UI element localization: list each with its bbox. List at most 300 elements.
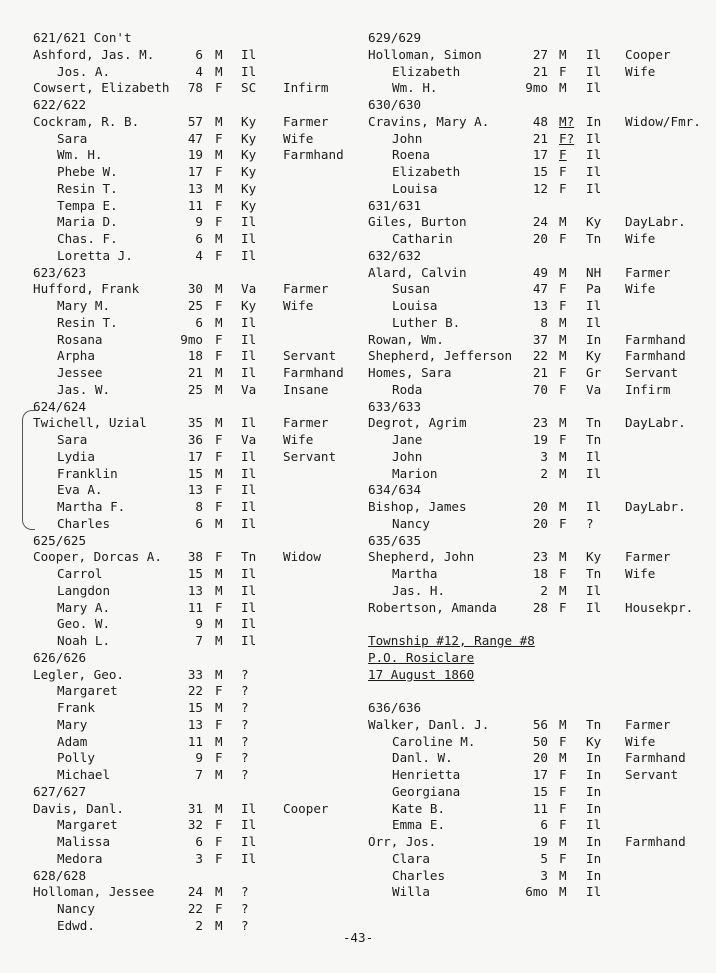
person-sex: F	[559, 566, 567, 581]
person-age: 12	[532, 180, 548, 196]
occupation: Wife	[625, 566, 656, 581]
birthplace: Il	[241, 448, 257, 464]
person-row	[368, 298, 713, 315]
person-age: 3	[195, 850, 203, 866]
person-name: Jos. A.	[57, 63, 111, 79]
person-age: 27	[532, 46, 548, 62]
person-name: Noah L.	[57, 633, 111, 648]
person-sex: M	[559, 331, 567, 347]
person-sex: M	[215, 314, 223, 330]
person-sex: F	[215, 331, 223, 347]
birthplace: Va	[241, 381, 257, 397]
household-number-row	[368, 399, 713, 416]
birthplace: Gr	[586, 365, 602, 380]
person-sex: F	[559, 850, 567, 866]
household-number-row	[368, 97, 713, 114]
person-row	[33, 767, 378, 784]
birthplace: Il	[586, 298, 602, 313]
person-name: Geo. W.	[57, 616, 111, 632]
person-sex: F	[559, 800, 567, 816]
person-sex: M	[559, 46, 567, 62]
birthplace: Il	[241, 365, 257, 380]
household-number: 634/634	[368, 482, 422, 498]
occupation: Farmhand	[625, 331, 686, 347]
person-name: Ashford, Jas. M.	[33, 46, 155, 62]
person-name: Marion	[392, 465, 438, 481]
person-sex: F	[215, 817, 223, 833]
occupation: Wife	[625, 63, 656, 79]
person-name: Nancy	[57, 901, 95, 916]
person-row	[33, 281, 378, 298]
person-age: 13	[187, 582, 203, 598]
occupation: Wife	[625, 733, 656, 749]
person-sex: F	[215, 247, 223, 263]
person-name: Wm. H.	[57, 147, 103, 163]
person-name: Cockram, R. B.	[33, 113, 140, 129]
person-sex: F	[215, 348, 223, 364]
person-name: Orr, Jos.	[368, 834, 437, 849]
person-age: 21	[187, 365, 203, 380]
person-age: 47	[532, 281, 548, 297]
person-row	[33, 901, 378, 918]
person-name: Loretta J.	[57, 247, 133, 263]
person-age: 15	[532, 164, 548, 179]
person-name: Robertson, Amanda	[368, 599, 497, 615]
person-row	[368, 332, 713, 349]
person-name: Cooper, Dorcas A.	[33, 549, 162, 565]
birthplace: Il	[241, 415, 257, 431]
person-row	[33, 432, 378, 449]
person-sex: F	[215, 599, 223, 615]
person-row	[368, 583, 713, 600]
person-sex: M	[215, 666, 223, 682]
person-name: Georgiana	[392, 783, 461, 799]
occupation: Widow	[283, 549, 321, 565]
birthplace: Il	[241, 834, 257, 849]
person-sex: M	[215, 767, 223, 782]
occupation: Housekpr.	[625, 599, 694, 615]
person-sex: M	[559, 834, 567, 849]
person-sex: F	[559, 298, 567, 313]
person-row	[368, 566, 713, 583]
birthplace: Il	[586, 314, 602, 330]
birthplace: Ky	[241, 113, 257, 129]
person-age: 24	[187, 884, 203, 900]
person-name: Twichell, Uzial	[33, 415, 147, 431]
person-age: 15	[187, 566, 203, 581]
person-sex: M	[559, 264, 567, 280]
person-age: 21	[532, 63, 548, 79]
person-row	[33, 147, 378, 164]
person-age: 13	[187, 716, 203, 732]
person-age: 4	[195, 63, 203, 79]
section-heading-row	[368, 650, 713, 667]
person-sex: M	[559, 549, 567, 565]
occupation: Farmer	[283, 113, 329, 129]
household-number: 627/627	[33, 783, 87, 799]
person-age: 15	[187, 465, 203, 481]
household-number: 633/633	[368, 398, 422, 414]
birthplace: Tn	[586, 716, 602, 732]
birthplace: Il	[586, 63, 602, 79]
person-sex: F	[559, 783, 567, 799]
household-number: 623/623	[33, 264, 87, 280]
birthplace: Il	[241, 331, 257, 347]
person-name: Resin T.	[57, 180, 118, 196]
person-age: 18	[532, 566, 548, 581]
person-row	[368, 449, 713, 466]
person-sex: M	[215, 281, 223, 297]
person-name: Holloman, Simon	[368, 46, 482, 62]
birthplace: Il	[586, 46, 602, 62]
person-name: Jas. H.	[392, 582, 446, 598]
section-heading-row	[368, 633, 713, 650]
household-number-row	[33, 97, 378, 114]
person-sex: F	[215, 716, 223, 732]
household-number: 632/632	[368, 247, 422, 263]
person-name: Danl. W.	[392, 750, 453, 766]
person-sex: F	[559, 515, 567, 531]
birthplace: Il	[241, 214, 257, 230]
person-row	[368, 348, 713, 365]
household-number-row	[368, 248, 713, 265]
person-name: Resin T.	[57, 314, 118, 330]
person-age: 8	[195, 499, 203, 514]
person-name: Caroline M.	[392, 733, 476, 749]
birthplace: In	[586, 331, 602, 347]
person-row	[33, 164, 378, 181]
person-sex: M	[215, 633, 223, 648]
person-sex: F	[559, 599, 567, 615]
person-age: 78	[187, 80, 203, 96]
person-name: Shepherd, Jefferson	[368, 348, 513, 364]
person-row	[368, 817, 713, 834]
person-age: 23	[532, 549, 548, 565]
person-name: Cravins, Mary A.	[368, 113, 490, 129]
person-age: 20	[532, 750, 548, 766]
person-age: 13	[187, 180, 203, 196]
person-name: Sara	[57, 130, 88, 146]
person-row	[33, 348, 378, 365]
person-sex: F	[559, 767, 567, 782]
birthplace: Il	[241, 566, 257, 581]
person-row	[33, 80, 378, 97]
person-sex: F	[559, 733, 567, 749]
person-row	[33, 734, 378, 751]
person-row	[368, 834, 713, 851]
person-row	[368, 549, 713, 566]
person-sex: F	[559, 180, 567, 196]
person-sex: F	[215, 850, 223, 866]
person-name: Emma E.	[392, 817, 446, 833]
person-row	[368, 784, 713, 801]
person-name: Margaret	[57, 817, 118, 833]
birthplace: Va	[241, 432, 257, 447]
blank-line	[368, 616, 713, 633]
birthplace: Ky	[241, 197, 257, 213]
occupation: Servant	[283, 348, 337, 364]
person-row	[33, 549, 378, 566]
birthplace: Il	[241, 515, 257, 531]
occupation: Infirm	[283, 80, 329, 96]
person-sex: F	[559, 231, 567, 246]
person-row	[33, 214, 378, 231]
person-name: Margaret	[57, 683, 118, 699]
household-number-row	[368, 533, 713, 550]
person-sex: F	[559, 63, 567, 79]
left-column	[33, 30, 378, 935]
person-sex: F	[559, 365, 567, 380]
occupation: Cooper	[283, 800, 329, 816]
birthplace: ?	[241, 767, 249, 782]
person-sex: M	[559, 867, 567, 883]
occupation: Farmhand	[283, 365, 344, 380]
person-row	[33, 482, 378, 499]
person-name: Hufford, Frank	[33, 281, 140, 297]
birthplace: Il	[241, 247, 257, 263]
person-name: Frank	[57, 700, 95, 715]
household-number-row	[33, 265, 378, 282]
person-sex: M	[215, 365, 223, 380]
person-row	[33, 466, 378, 483]
person-sex: F?	[559, 130, 575, 146]
birthplace: Il	[586, 599, 602, 615]
person-age: 23	[532, 415, 548, 431]
household-number: 624/624	[33, 398, 87, 414]
birthplace: Tn	[586, 231, 602, 246]
household-number-row	[33, 30, 378, 47]
household-number-row	[33, 868, 378, 885]
person-sex: M	[215, 884, 223, 900]
birthplace: ?	[241, 917, 249, 933]
birthplace: ?	[241, 901, 249, 916]
occupation: Farmhand	[625, 750, 686, 766]
birthplace: Ky	[241, 298, 257, 313]
person-age: 7	[195, 767, 203, 782]
birthplace: ?	[241, 666, 249, 682]
birthplace: Va	[241, 281, 257, 297]
birthplace: Ky	[241, 130, 257, 146]
person-row	[33, 717, 378, 734]
person-name: Davis, Danl.	[33, 800, 124, 816]
household-number-row	[368, 482, 713, 499]
person-sex: M	[559, 884, 567, 900]
occupation: Farmhand	[625, 348, 686, 364]
person-sex: M?	[559, 113, 575, 129]
person-row	[33, 114, 378, 131]
person-age: 15	[532, 783, 548, 799]
occupation: Wife	[625, 281, 656, 297]
person-age: 20	[532, 231, 548, 246]
person-age: 22	[187, 901, 203, 916]
occupation: Farmer	[625, 549, 671, 565]
person-sex: M	[215, 733, 223, 749]
person-row	[368, 415, 713, 432]
person-sex: F	[215, 482, 223, 498]
person-name: Mary A.	[57, 599, 111, 615]
person-name: John	[392, 448, 423, 464]
birthplace: Tn	[241, 549, 257, 565]
person-age: 49	[532, 264, 548, 280]
person-name: Sara	[57, 432, 88, 447]
person-age: 6	[195, 515, 203, 531]
birthplace: Va	[586, 381, 602, 397]
birthplace: Il	[586, 180, 602, 196]
person-row	[368, 382, 713, 399]
person-name: Roda	[392, 381, 423, 397]
person-sex: M	[215, 415, 223, 431]
person-age: 36	[187, 432, 203, 447]
occupation: Wife	[283, 130, 314, 146]
birthplace: SC	[241, 80, 257, 96]
person-row	[33, 616, 378, 633]
person-age: 38	[187, 549, 203, 565]
birthplace: ?	[241, 750, 249, 766]
person-name: Charles	[392, 867, 446, 883]
person-age: 56	[532, 716, 548, 732]
person-sex: M	[215, 566, 223, 581]
person-name: Susan	[392, 281, 430, 297]
birthplace: In	[586, 867, 602, 883]
person-name: Maria D.	[57, 214, 118, 230]
person-sex: M	[215, 917, 223, 933]
person-sex: M	[215, 465, 223, 481]
person-name: Catharin	[392, 231, 453, 246]
person-row	[368, 516, 713, 533]
occupation: Farmer	[625, 716, 671, 732]
person-name: Degrot, Agrim	[368, 415, 467, 431]
person-row	[368, 315, 713, 332]
person-age: 2	[540, 582, 548, 598]
person-sex: M	[215, 700, 223, 715]
household-number: 622/622	[33, 97, 87, 112]
person-age: 21	[532, 130, 548, 146]
person-age: 24	[532, 214, 548, 230]
person-name: Homes, Sara	[368, 365, 452, 380]
birthplace: Ky	[586, 348, 602, 364]
birthplace: Il	[241, 582, 257, 598]
occupation: Farmhand	[625, 834, 686, 849]
person-row	[368, 717, 713, 734]
occupation: Cooper	[625, 46, 671, 62]
person-sex: F	[215, 901, 223, 916]
person-row	[368, 884, 713, 901]
person-sex: F	[559, 164, 567, 179]
person-row	[368, 80, 713, 97]
person-row	[368, 281, 713, 298]
household-number-row	[368, 30, 713, 47]
person-name: Tempa E.	[57, 197, 118, 213]
person-sex: F	[215, 549, 223, 565]
household-number-row	[33, 650, 378, 667]
person-age: 35	[187, 415, 203, 431]
person-sex: M	[215, 113, 223, 129]
person-row	[33, 415, 378, 432]
person-name: Chas. F.	[57, 231, 118, 246]
person-name: Jane	[392, 432, 423, 447]
birthplace: Il	[586, 80, 602, 96]
person-row	[368, 466, 713, 483]
person-age: 50	[532, 733, 548, 749]
person-name: Carrol	[57, 566, 103, 581]
person-name: Cowsert, Elizabeth	[33, 80, 170, 96]
person-row	[33, 667, 378, 684]
birthplace: In	[586, 783, 602, 799]
person-age: 6	[195, 314, 203, 330]
birthplace: Il	[241, 482, 257, 498]
person-row	[368, 164, 713, 181]
person-row	[368, 181, 713, 198]
person-name: Mary	[57, 716, 88, 732]
person-row	[368, 231, 713, 248]
person-row	[33, 750, 378, 767]
household-number-row	[33, 399, 378, 416]
person-row	[33, 801, 378, 818]
person-row	[33, 332, 378, 349]
person-sex: F	[215, 197, 223, 213]
birthplace: Il	[241, 63, 257, 79]
occupation: DayLabr.	[625, 415, 686, 431]
person-age: 48	[532, 113, 548, 129]
person-sex: F	[215, 834, 223, 849]
person-row	[33, 315, 378, 332]
person-row	[368, 131, 713, 148]
birthplace: Il	[586, 164, 602, 179]
person-age: 6	[195, 231, 203, 246]
person-row	[33, 64, 378, 81]
person-age: 15	[187, 700, 203, 715]
birthplace: Pa	[586, 281, 602, 297]
person-name: Charles	[57, 515, 111, 531]
birthplace: ?	[586, 515, 594, 531]
person-age: 11	[187, 733, 203, 749]
birthplace: Il	[241, 633, 257, 648]
birthplace: Ky	[586, 549, 602, 565]
person-row	[33, 47, 378, 64]
birthplace: Il	[586, 499, 602, 514]
person-row	[33, 600, 378, 617]
person-age: 25	[187, 298, 203, 313]
person-name: Mary M.	[57, 298, 111, 313]
occupation: Farmer	[283, 281, 329, 297]
person-age: 9mo	[525, 80, 548, 96]
person-row	[33, 516, 378, 533]
person-name: Kate B.	[392, 800, 446, 816]
person-name: Alard, Calvin	[368, 264, 467, 280]
person-sex: M	[559, 716, 567, 732]
person-sex: M	[215, 616, 223, 632]
person-row	[368, 750, 713, 767]
birthplace: Il	[241, 46, 257, 62]
person-name: Jessee	[57, 365, 103, 380]
person-name: Michael	[57, 767, 111, 782]
section-heading: Township #12, Range #8	[368, 633, 535, 648]
person-sex: F	[215, 164, 223, 179]
person-row	[368, 801, 713, 818]
person-row	[368, 600, 713, 617]
birthplace: ?	[241, 716, 249, 732]
person-age: 33	[187, 666, 203, 682]
person-row	[368, 47, 713, 64]
person-row	[33, 499, 378, 516]
household-number: 625/625	[33, 532, 87, 548]
person-name: Medora	[57, 850, 103, 866]
person-sex: M	[559, 415, 567, 431]
person-name: John	[392, 130, 423, 146]
person-sex: F	[215, 750, 223, 766]
person-name: Rowan, Wm.	[368, 331, 444, 347]
household-number-row	[368, 700, 713, 717]
